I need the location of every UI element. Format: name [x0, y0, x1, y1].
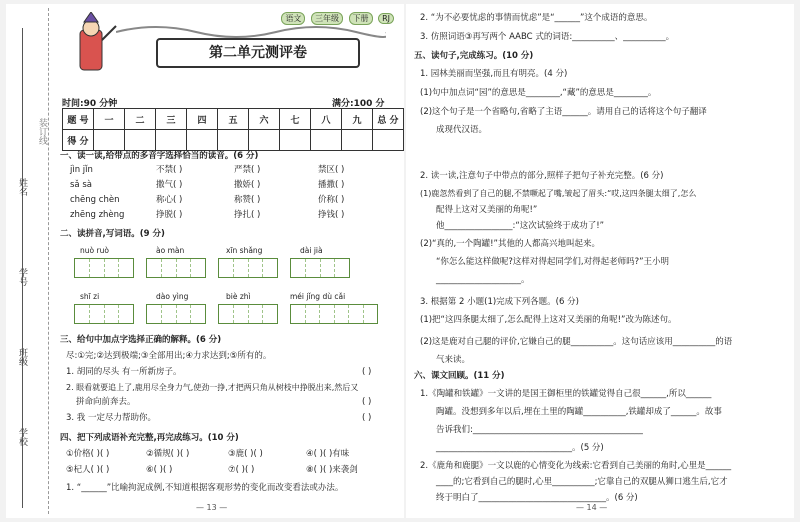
page-number: — 14 —: [576, 503, 608, 512]
idiom-item[interactable]: ⑦( )( ): [228, 465, 255, 475]
writing-grid[interactable]: [146, 304, 206, 324]
section-title: 五、读句子,完成练习。(10 分): [414, 51, 534, 61]
text-line: 配得上这对又美丽的角呢!”: [436, 205, 538, 215]
q2-title: 二、读拼音,写词语。(9 分): [60, 229, 165, 239]
score-header-cell: 七: [280, 109, 311, 130]
section-title: 六、课文回顾。(11 分): [414, 371, 505, 381]
binding-school-label: 学校: [17, 428, 27, 446]
writing-grid[interactable]: [218, 304, 278, 324]
q1-word[interactable]: 禁区( ): [318, 165, 345, 175]
idiom-item[interactable]: ③鹿( )( ): [228, 449, 263, 459]
text-line: “你怎么能这样做呢?这样对得起同学们,对得起老师吗?”王小明: [436, 257, 670, 267]
text-line: ____________________。: [436, 275, 530, 285]
q1-title: 一、读一读,给带点的多音字选择恰当的读音。(6 分): [60, 151, 259, 161]
q1-word[interactable]: 严禁( ): [234, 165, 261, 175]
q2-pinyin: méi jǐng dù cǎi: [290, 292, 346, 301]
q2-pinyin: biè zhì: [226, 292, 251, 301]
q2-pinyin: nuò ruò: [80, 246, 109, 255]
binding-name-label: 姓名: [17, 178, 27, 196]
q2-pinyin: xīn shǎng: [226, 246, 263, 255]
idiom-item[interactable]: ④( )( )有味: [306, 449, 350, 459]
score-header-cell: 八: [311, 109, 342, 130]
text-line: 3. 根据第 2 小题(1)完成下列各题。(6 分): [420, 297, 579, 307]
text-line: 2.《鹿角和鹿腿》一文以鹿的心情变化为线索:它看到自己美丽的角时,心里是______: [420, 461, 732, 471]
text-line: 终于明白了______________________________。(6 分): [436, 493, 638, 503]
writing-grid[interactable]: [74, 258, 134, 278]
text-line: 1. 园林美丽而坚强,而且有明亮。(4 分): [420, 69, 568, 79]
q3-answer-blank[interactable]: ( ): [362, 397, 372, 407]
score-cell[interactable]: [280, 130, 311, 151]
text-line: 告诉我们:________________________________________: [436, 425, 643, 435]
tag-grade: 三年级: [311, 12, 343, 25]
score-cell[interactable]: [94, 130, 125, 151]
q3-answer-blank[interactable]: ( ): [362, 413, 372, 423]
q1-word[interactable]: 价称( ): [318, 195, 345, 205]
text-line: (2)“真的,一个陶罐!”其他的人都高兴地叫起来。: [420, 239, 600, 249]
score-cell[interactable]: [342, 130, 373, 151]
text-line: 成现代汉语。: [436, 125, 488, 135]
binding-class-label: 班级: [17, 348, 27, 366]
binding-student-id-label: 学号: [17, 268, 27, 286]
q3-item: 1. 胡同的尽头 有一所新房子。: [66, 367, 182, 377]
idiom-item[interactable]: ②循规( )( ): [146, 449, 190, 459]
writing-grid[interactable]: [146, 258, 206, 278]
score-table-score-row: [63, 130, 404, 151]
text-line: 气来读。: [436, 355, 471, 365]
test-time: 时间:90 分钟: [62, 99, 118, 109]
q1-pinyin: chēng chèn: [70, 195, 120, 205]
q1-word[interactable]: 挣钱( ): [318, 210, 345, 220]
score-cell[interactable]: [187, 130, 218, 151]
q4-title: 四、把下列成语补充完整,再完成练习。(10 分): [60, 433, 239, 443]
text-line: (2)这是鹿对自己腿的评价,它嫌自己的腿__________。这句话应该用__________的语: [420, 337, 733, 347]
header-tags: [278, 12, 394, 25]
q2-pinyin: shī zi: [80, 292, 100, 301]
score-cell[interactable]: [156, 130, 187, 151]
text-line: (1)把“这四条腿太细了,怎么配得上这对又美丽的角呢!”改为陈述句。: [420, 315, 677, 325]
q1-word[interactable]: 撒气( ): [156, 180, 183, 190]
writing-grid[interactable]: [74, 304, 134, 324]
left-page: [6, 4, 404, 518]
score-header-cell: 六: [249, 109, 280, 130]
page-number: — 13 —: [196, 503, 228, 512]
q1-word[interactable]: 称赞( ): [234, 195, 261, 205]
q1-word[interactable]: 挣脱( ): [156, 210, 183, 220]
text-line: ________________________________。(5 分): [436, 443, 604, 453]
score-cell[interactable]: [311, 130, 342, 151]
q2-pinyin: dài jià: [300, 246, 323, 255]
binding-fold-mark: 装订线: [37, 118, 47, 145]
q1-word[interactable]: 挣扎( ): [234, 210, 261, 220]
q4-note: 1. “______”比喻拘泥成例,不知道根据客观形势的变化而改变看法或办法。: [66, 483, 344, 493]
binding-strip: [10, 8, 49, 514]
text-line: ____的;它看到自己的腿时,心里__________;它靠自己的双腿从狮口逃生后,它才: [436, 477, 728, 487]
score-table-header-row: [63, 109, 404, 130]
score-header-cell: 四: [187, 109, 218, 130]
q1-word[interactable]: 称心( ): [156, 195, 183, 205]
page-title: 第二单元测评卷: [156, 38, 360, 68]
score-header-cell: 三: [156, 109, 187, 130]
q2-pinyin: dào yìng: [156, 292, 189, 301]
score-row-label: 得 分: [63, 130, 94, 151]
q2-pinyin: ào màn: [156, 246, 185, 255]
score-header-cell: 总 分: [373, 109, 404, 130]
text-line: (2)这个句子是一个省略句,省略了主语______。请用自己的话将这个句子翻译: [420, 107, 707, 117]
score-header-cell: 九: [342, 109, 373, 130]
idiom-item[interactable]: ⑧( )( )来袭剑: [306, 465, 358, 475]
text-line: 他________________:“这次试验终于成功了!”: [436, 221, 605, 231]
score-header-cell: 一: [94, 109, 125, 130]
test-header: [66, 12, 396, 92]
q3-item: 3. 我 一定尽力帮助你。: [66, 413, 157, 423]
score-cell[interactable]: [218, 130, 249, 151]
q1-pinyin: zhēng zhèng: [70, 210, 125, 220]
score-cell[interactable]: [249, 130, 280, 151]
q1-word[interactable]: 播撒( ): [318, 180, 345, 190]
writing-grid[interactable]: [290, 258, 350, 278]
right-page: [406, 4, 794, 518]
idiom-item[interactable]: ①价格( )( ): [66, 449, 110, 459]
q1-pinyin: jìn jǐn: [70, 165, 93, 175]
q3-options: 尽:①完;②达到极端;③全部用出;④力求达到;⑤所有的。: [66, 351, 272, 361]
score-table: [62, 108, 404, 151]
text-line: 2. “为不必要忧虑的事情而忧虑”是“______”这个成语的意思。: [420, 13, 653, 23]
q1-word[interactable]: 撒娇( ): [234, 180, 261, 190]
tag-edition: RJ: [378, 13, 394, 24]
writing-grid[interactable]: [218, 258, 278, 278]
text-line: 3. 仿照词语③再写两个 AABC 式的词语:__________、__________。: [420, 32, 675, 42]
text-line: 2. 读一读,注意句子中带点的部分,照样子把句子补充完整。(6 分): [420, 171, 664, 181]
score-header-cell: 题 号: [63, 109, 94, 130]
q3-answer-blank[interactable]: ( ): [362, 367, 372, 377]
q3-item: 2. 眼看就要追上了,鹿用尽全身力气,使劲一挣,才把两只角从树枝中挣脱出来,然后又: [66, 383, 359, 392]
text-line: 1.《陶罐和铁罐》一文讲的是国王御柜里的铁罐觉得自己很______,所以______: [420, 389, 712, 399]
text-line: (1)鹿忽然看到了自己的腿,不禁噘起了嘴,皱起了眉头:“哎,这四条腿太细了,怎么: [420, 189, 697, 198]
idiom-item[interactable]: ⑤杞人( )( ): [66, 465, 110, 475]
idiom-item[interactable]: ⑥( )( ): [146, 465, 173, 475]
tag-subject: 语文: [281, 12, 305, 25]
score-cell[interactable]: [125, 130, 156, 151]
score-header-cell: 五: [218, 109, 249, 130]
q3-title: 三、给句中加点字选择正确的解释。(6 分): [60, 335, 222, 345]
tag-volume: 下册: [349, 12, 373, 25]
writing-grid[interactable]: [290, 304, 378, 324]
q1-word[interactable]: 不禁( ): [156, 165, 183, 175]
mascot-illustration: [66, 12, 118, 82]
text-line: (1)句中加点词“园”的意思是________,“藏”的意思是________。: [420, 88, 657, 98]
full-score: 满分:100 分: [332, 99, 385, 109]
q3-item: 拼命向前奔去。: [76, 397, 136, 407]
score-cell[interactable]: [373, 130, 404, 151]
score-header-cell: 二: [125, 109, 156, 130]
q1-pinyin: sǎ sà: [70, 180, 92, 190]
text-line: 陶罐。没想到多年以后,埋在土里的陶罐__________,铁罐却成了______。故事: [436, 407, 722, 417]
